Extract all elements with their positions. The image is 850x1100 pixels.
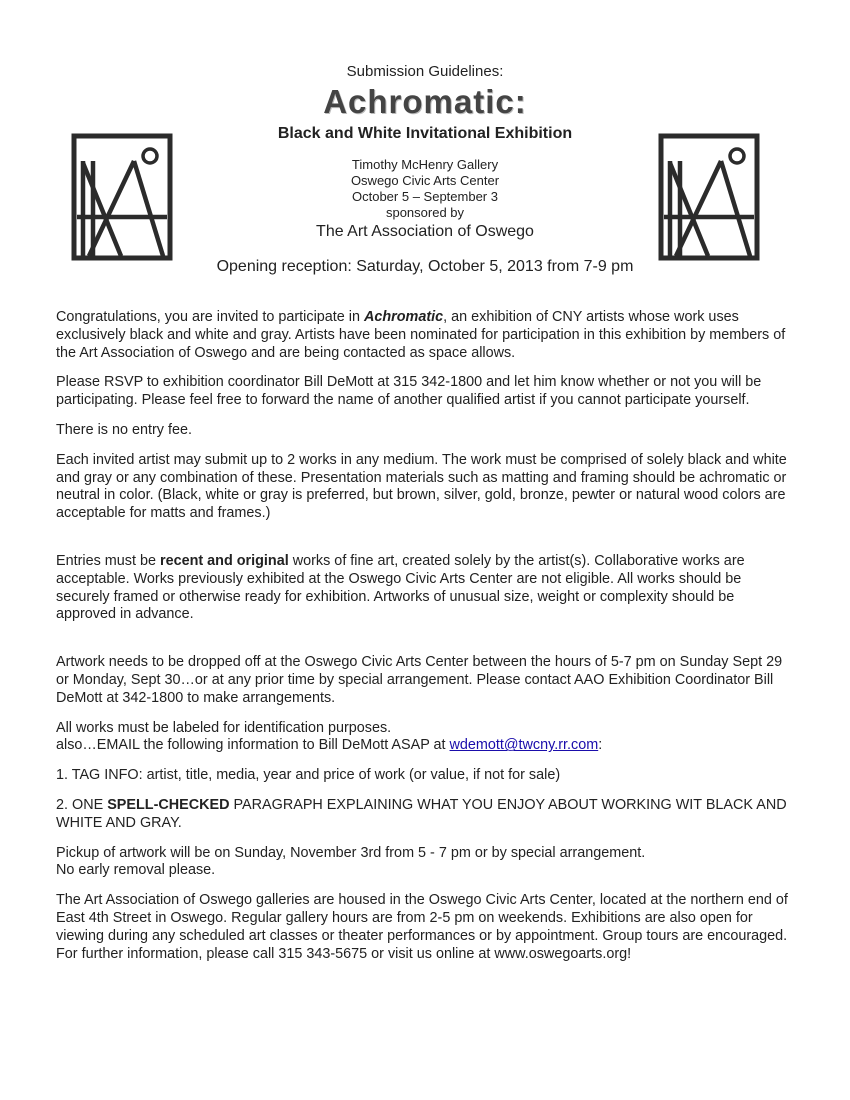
paragraph-spell-checked (56, 797, 796, 833)
paragraph-entry-fee: There is no entry fee. (56, 421, 192, 438)
exhibition-dates: October 5 – September 3 (352, 189, 498, 204)
gallery-name: Timothy McHenry Gallery (351, 157, 499, 172)
paragraph-submission-rules: Each invited artist may submit up to 2 works in any medium. The work must be comprised of solely black and white and gray or any combination of these. Presentation materials such as matting and framing should be achromatic or neutral in color. (Black, white or gray is preferred, but brown, silver, gold, bronze, pewter or natural wood colors are acceptable for matts and frames.) (56, 451, 787, 522)
text: Entries must be (56, 552, 160, 569)
text: Pickup of artwork will be on Sunday, November 3rd from 5 - 7 pm or by special arrangement. (56, 844, 646, 861)
text: 2. ONE (56, 796, 108, 813)
paragraph-labeling (56, 720, 796, 756)
exhibition-title: Achromatic: (323, 83, 527, 120)
sponsor-name: The Art Association of Oswego (316, 223, 534, 240)
text: : (598, 737, 603, 754)
paragraph-tag-info: 1. TAG INFO: artist, title, media, year and price of work (or value, if not for sale) (56, 767, 561, 784)
text-bold: recent and original (159, 552, 289, 569)
paragraph-rsvp: Please RSVP to exhibition coordinator Bill DeMott at 315 342-1800 and let him know whether or not you will be participating. Please feel free to forward the name of another qualified artist if you cannot participate yourself. (56, 374, 762, 409)
document-body (56, 309, 796, 963)
text-bold: SPELL-CHECKED (107, 796, 230, 813)
document-header (0, 62, 850, 277)
text: works of fine art, created solely by the artist(s). Collaborative works are acceptable. Works previously exhibited at the Oswego Civic Arts Center are not eligible. All works should be securely framed or otherwise ready for exhibition. Artworks of unusual size, weight or complexity should be approved in advance. (56, 552, 745, 623)
submission-heading: Submission Guidelines: (346, 63, 504, 80)
venue-block (0, 157, 850, 221)
text: PARAGRAPH EXPLAINING WHAT YOU ENJOY ABOUT WORKING WIT BLACK AND WHITE AND GRAY. (56, 796, 787, 831)
paragraph-pickup (56, 845, 796, 881)
paragraph-invitation (56, 309, 796, 362)
paragraph-eligibility (56, 553, 796, 624)
exhibition-subtitle: Black and White Invitational Exhibition (277, 125, 573, 142)
text-emphasis: Achromatic (363, 309, 444, 325)
paragraph-dropoff: Artwork needs to be dropped off at the Oswego Civic Arts Center between the hours of 5-7 pm on Sunday Sept 29 or Monday, Sept 30…or at any prior time by special arrangement. Please contact AAO Exhibition Coordinator Bill DeMott at 342-1800 to make arrangements. (56, 654, 783, 706)
sponsored-by: sponsored by (385, 205, 465, 220)
text: also…EMAIL the following information to Bill DeMott ASAP at (56, 737, 450, 754)
text: All works must be labeled for identification purposes. (56, 719, 392, 736)
opening-reception: Opening reception: Saturday, October 5, 2013 from 7-9 pm (216, 258, 634, 275)
email-link[interactable]: wdemott@twcny.rr.com (449, 737, 599, 754)
text: No early removal please. (56, 862, 216, 879)
arts-center-name: Oswego Civic Arts Center (350, 173, 500, 188)
paragraph-gallery-info: The Art Association of Oswego galleries are housed in the Oswego Civic Arts Center, located at the northern end of East 4th Street in Oswego. Regular gallery hours are from 2-5 pm on weekends. Exhibitions are also open for viewing during any scheduled art classes or theater performances or by appointment. Group tours are encouraged. For further information, please call 315 343-5675 or visit us online at www.oswegoarts.org! (56, 892, 788, 962)
text: , an exhibition of CNY artists whose work uses exclusively black and white and gray. Artists have been nominated for participation in this exhibition by members of the Art Association of Oswego and are being contacted as space allows. (56, 309, 786, 361)
text: Congratulations, you are invited to participate in (56, 309, 364, 325)
